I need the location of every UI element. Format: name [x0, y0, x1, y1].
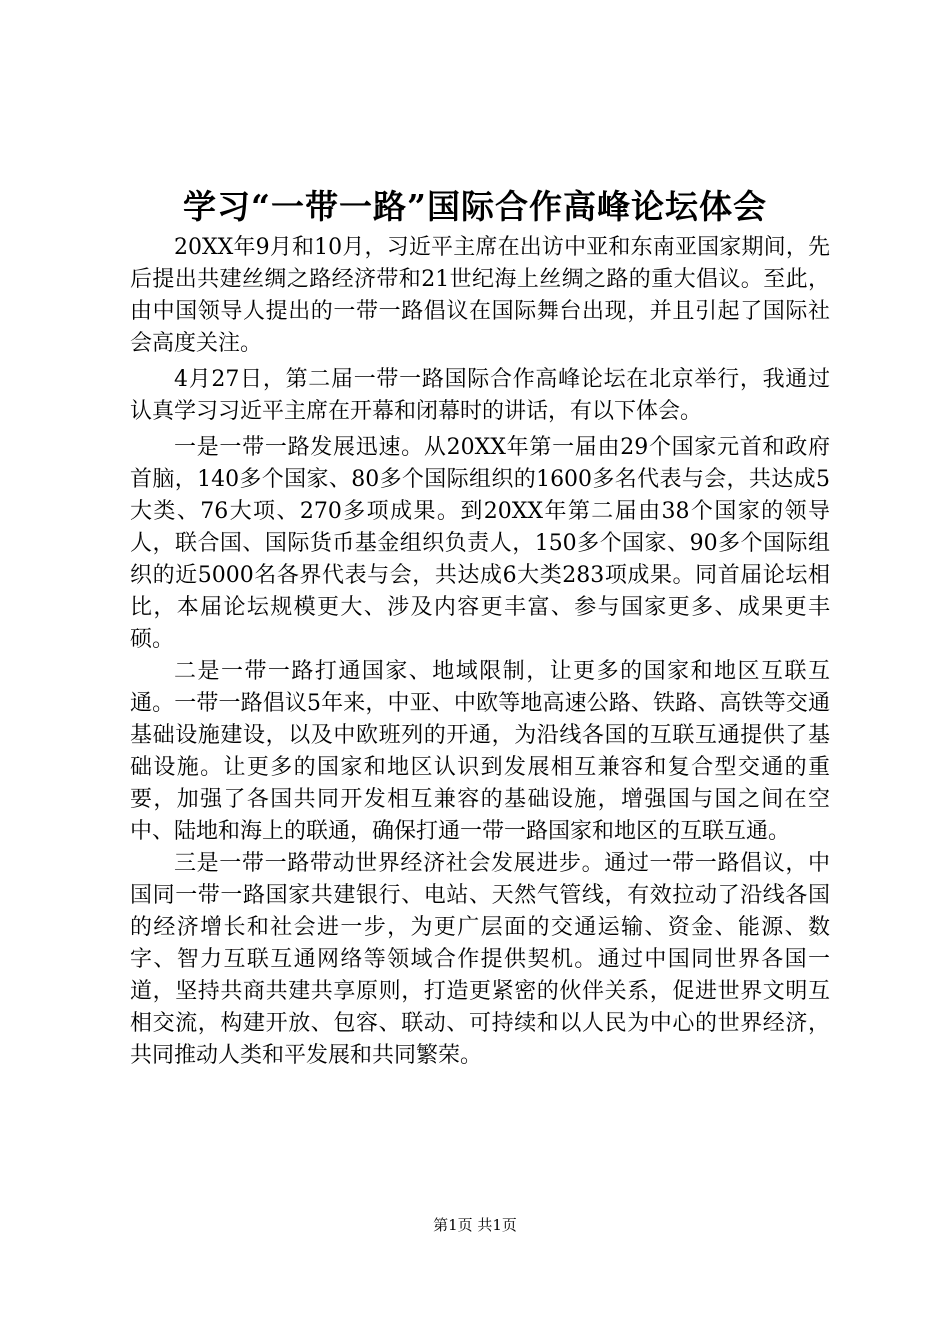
paragraph-intro: 20XX年9月和10月，习近平主席在出访中亚和东南亚国家期间，先后提出共建丝绸之路经济带和21世纪海上丝绸之路的重大倡议。至此，由中国领导人提出的一带一路倡议在国际舞台出现，并且引起了国际社会高度关注。: [130, 235, 830, 356]
paragraph-point-two: 二是一带一路打通国家、地域限制，让更多的国家和地区互联互通。一带一路倡议5年来，中亚、中欧等地高速公路、铁路、高铁等交通基础设施建设，以及中欧班列的开通，为沿线各国的互联互通提供了基础设施。让更多的国家和地区认识到发展相互兼容和复合型交通的重要，加强了各国共同开发相互兼容的基础设施，增强国与国之间在空中、陆地和海上的联通，确保打通一带一路国家和地区的互联互通。: [130, 659, 830, 844]
page-number: 第1页 共1页: [433, 1216, 517, 1234]
paragraph-point-three: 三是一带一路带动世界经济社会发展进步。通过一带一路倡议，中国同一带一路国家共建银行、电站、天然气管线，有效拉动了沿线各国的经济增长和社会进一步，为更广层面的交通运输、资金、能源、数字、智力互联互通网络等领域合作提供契机。通过中国同世界各国一道，坚持共商共建共享原则，打造更紧密的伙伴关系，促进世界文明互相交流，构建开放、包容、联动、可持续和以人民为中心的世界经济，共同推动人类和平发展和共同繁荣。: [130, 851, 830, 1068]
paragraph-forum: 4月27日，第二届一带一路国际合作高峰论坛在北京举行，我通过认真学习习近平主席在开幕和闭幕时的讲话，有以下体会。: [130, 367, 830, 424]
document-title: 学习“一带一路”国际合作高峰论坛体会: [183, 187, 767, 226]
paragraph-point-one: 一是一带一路发展迅速。从20XX年第一届由29个国家元首和政府首脑，140多个国家、80多个国际组织的1600多名代表与会，共达成5大类、76大项、270多项成果。到20XX年第二届由38个国家的领导人，联合国、国际货币基金组织负责人，150多个国家、90多个国际组织的近5000名各界代表与会，共达成6大类283项成果。同首届论坛相比，本届论坛规模更大、涉及内容更丰富、参与国家更多、成果更丰硕。: [130, 435, 830, 652]
document-body: [130, 232, 830, 1072]
